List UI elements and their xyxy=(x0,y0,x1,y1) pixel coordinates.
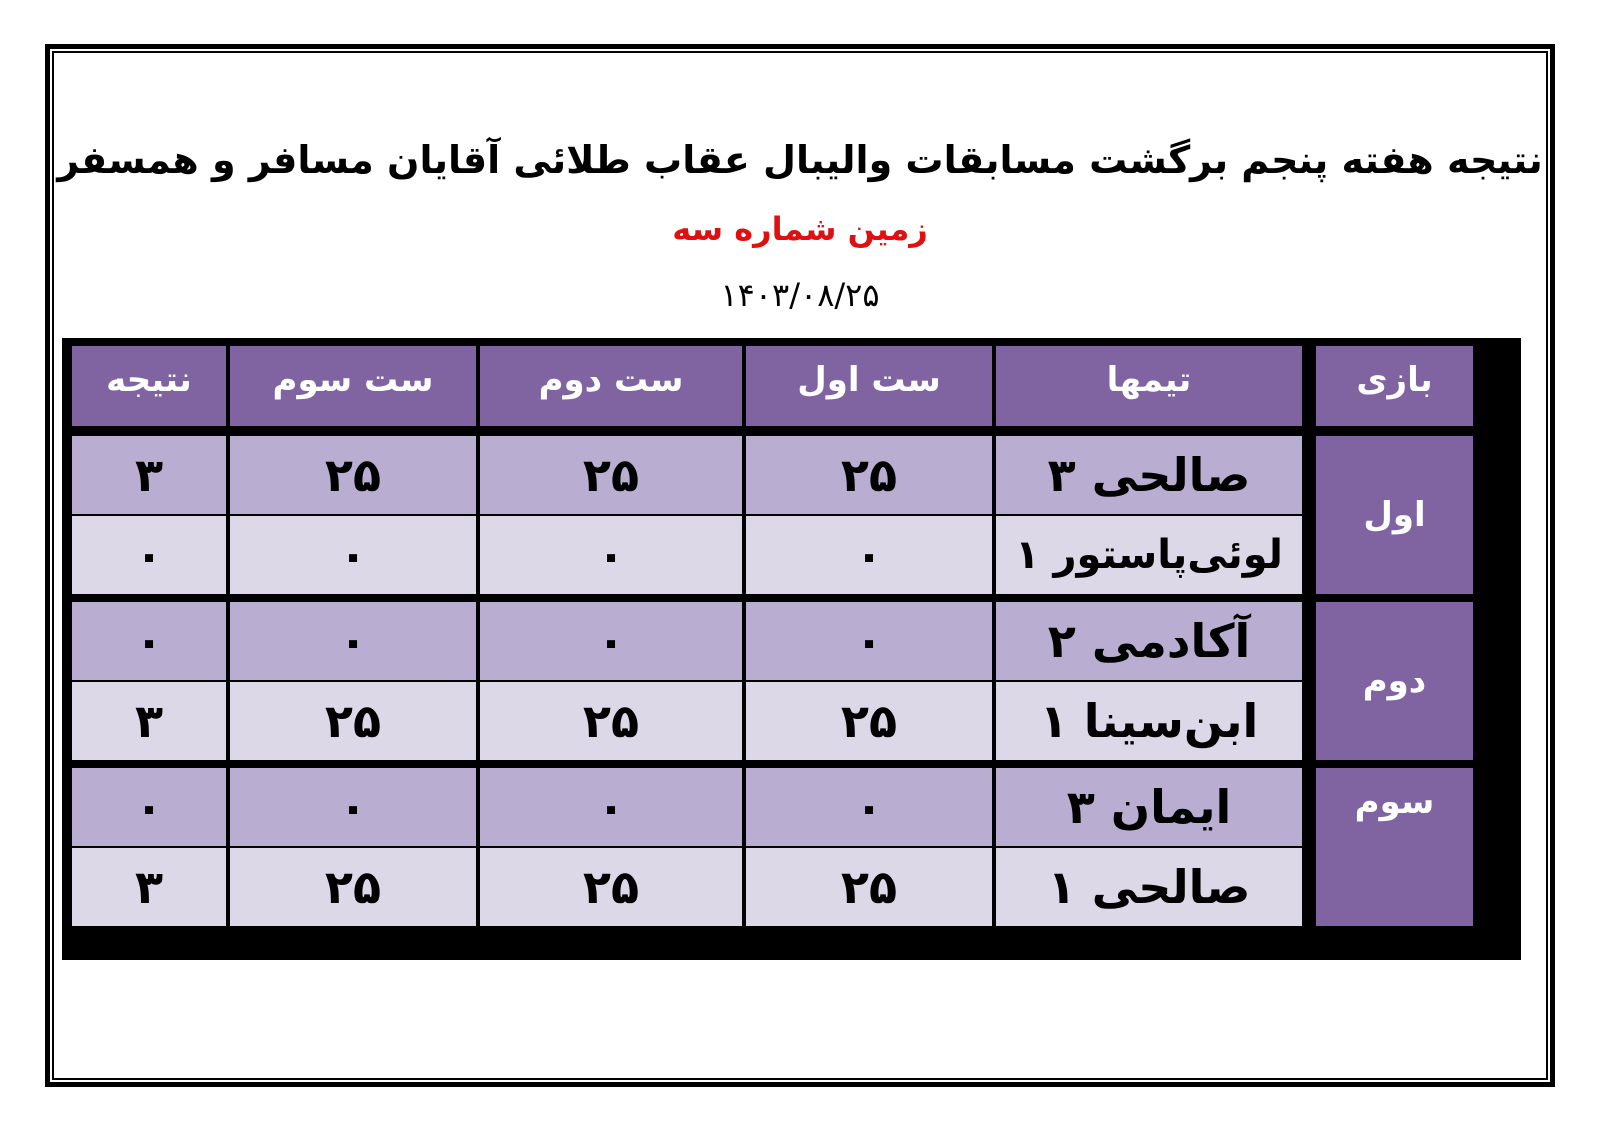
page-title: نتیجه هفته پنجم برگشت مسابقات والیبال عقاب طلائی آقایان مسافر و همسفر xyxy=(57,138,1543,182)
set2-score: ۲۵ xyxy=(480,848,742,926)
set2-score: ۰ xyxy=(480,602,742,680)
team-name: لوئی‌پاستور ۱ xyxy=(996,516,1302,594)
header-game: بازی xyxy=(1316,346,1473,426)
game-label-1: اول xyxy=(1316,436,1473,594)
game-label-3: سوم xyxy=(1316,768,1473,926)
set1-score: ۰ xyxy=(746,602,992,680)
header-set2: ست دوم xyxy=(480,346,742,426)
header-set3: ست سوم xyxy=(230,346,476,426)
set3-score: ۰ xyxy=(230,516,476,594)
page-subtitle: زمین شماره سه xyxy=(672,210,928,248)
set1-score: ۰ xyxy=(746,516,992,594)
team-name: آکادمی ۲ xyxy=(996,602,1302,680)
set3-score: ۲۵ xyxy=(230,682,476,760)
result-score: ۰ xyxy=(72,602,226,680)
set3-score: ۲۵ xyxy=(230,848,476,926)
set1-score: ۲۵ xyxy=(746,682,992,760)
result-score: ۳ xyxy=(72,682,226,760)
team-name: ایمان ۳ xyxy=(996,768,1302,846)
result-score: ۳ xyxy=(72,436,226,514)
header-result: نتیجه xyxy=(72,346,226,426)
set1-score: ۲۵ xyxy=(746,848,992,926)
team-name: ابن‌سینا ۱ xyxy=(996,682,1302,760)
set2-score: ۲۵ xyxy=(480,682,742,760)
set3-score: ۰ xyxy=(230,602,476,680)
set1-score: ۰ xyxy=(746,768,992,846)
page-date: ۱۴۰۳/۰۸/۲۵ xyxy=(720,276,880,314)
results-table xyxy=(62,338,1521,960)
result-score: ۰ xyxy=(72,516,226,594)
team-name: صالحی ۳ xyxy=(996,436,1302,514)
set2-score: ۰ xyxy=(480,768,742,846)
set2-score: ۲۵ xyxy=(480,436,742,514)
header-set1: ست اول xyxy=(746,346,992,426)
result-score: ۰ xyxy=(72,768,226,846)
set1-score: ۲۵ xyxy=(746,436,992,514)
set3-score: ۰ xyxy=(230,768,476,846)
set2-score: ۰ xyxy=(480,516,742,594)
set3-score: ۲۵ xyxy=(230,436,476,514)
result-score: ۳ xyxy=(72,848,226,926)
team-name: صالحی ۱ xyxy=(996,848,1302,926)
game-label-2: دوم xyxy=(1316,602,1473,760)
header-teams: تیمها xyxy=(996,346,1302,426)
